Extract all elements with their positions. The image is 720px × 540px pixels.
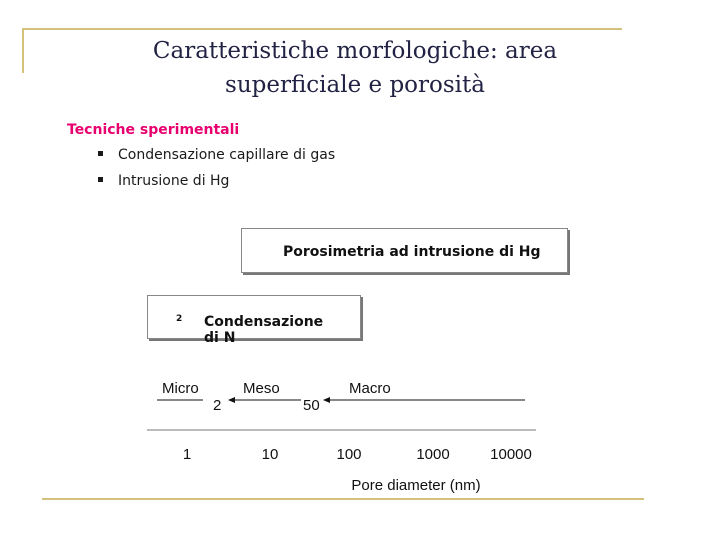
- tick-label-1: 1: [182, 446, 192, 463]
- tick-label-10: 10: [261, 446, 279, 463]
- slide-title: Caratteristiche morfologiche: area superficiale e porosità: [152, 38, 558, 98]
- tick-label-1000: 1000: [416, 446, 450, 463]
- tick-label-100: 100: [336, 446, 362, 463]
- region-label-macro: Macro: [349, 380, 391, 397]
- macro-arrowhead-icon: [323, 397, 330, 403]
- n2-condensation-label: Condensazione di N $_2$: [176, 313, 324, 346]
- section-heading: Tecniche sperimentali: [67, 122, 240, 138]
- tick-label-10000: 10000: [490, 446, 532, 463]
- boundary-label-50: 50: [303, 397, 320, 414]
- boundary-label-2: 2: [213, 397, 222, 414]
- axis-label: Pore diameter (nm): [351, 477, 481, 494]
- region-label-meso: Meso: [243, 380, 280, 397]
- bullet-text: Condensazione capillare di gas: [118, 147, 336, 163]
- bullet-text: Intrusione di Hg: [118, 173, 230, 189]
- region-label-micro: Micro: [162, 380, 199, 397]
- meso-arrowhead-icon: [228, 397, 235, 403]
- hg-porosimetry-label: Porosimetria ad intrusione di Hg: [283, 244, 541, 260]
